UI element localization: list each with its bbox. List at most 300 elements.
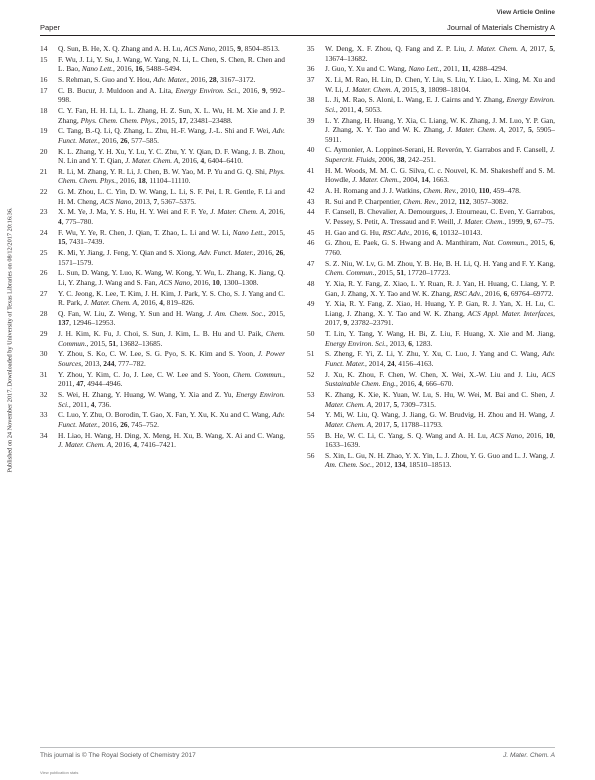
volume-number: 6 — [408, 338, 412, 348]
section-label: Paper — [40, 23, 61, 32]
reference-text: , 666–670. — [421, 379, 454, 389]
volume-number: 7 — [153, 196, 158, 206]
reference-text: , 2011, — [58, 369, 285, 389]
reference-text: , 4156–4163. — [394, 358, 434, 368]
reference-text: Y. C. Jeong, K. Lee, T. Kim, J. H. Kim, J. Park, Y. S. Cho, S. J. Yang and C. R. Park, — [58, 288, 285, 308]
journal-title: J. Mater. Chem. A — [468, 44, 526, 53]
journal-title: Nat. Commun. — [482, 238, 527, 248]
journal-title: Chem. Rev. — [423, 185, 457, 195]
reference-text: Y. Xia, R. Y. Fang, Z. Xiao, L. Y. Ruan, R. J. Yan, H. Huang, C. Liang, Y. P. Gan, J. Zhang, X. Y. Tao and W. K. Zhang, — [325, 279, 555, 298]
volume-number: 4 — [133, 440, 138, 450]
volume-number: 18 — [138, 176, 146, 186]
volume-number: 26 — [275, 248, 284, 257]
reference-text: , 2011, — [335, 104, 358, 114]
reference-text: , 7416–7421. — [137, 440, 176, 450]
reference-item — [307, 197, 555, 207]
reference-text: , 2017, — [503, 125, 529, 135]
reference-item — [40, 106, 285, 125]
references-left-column — [40, 44, 285, 451]
reference-item — [307, 228, 555, 238]
volume-number: 11 — [461, 64, 469, 74]
reference-number: 37 — [307, 75, 315, 85]
reference-text: , 1663. — [428, 175, 450, 185]
reference-number: 32 — [40, 389, 48, 399]
reference-text: , 2012, — [372, 460, 395, 470]
reference-text: , 18098–18104. — [424, 84, 471, 94]
reference-text: , 819–826. — [162, 298, 195, 308]
journal-title: Chem. Commun. — [232, 369, 284, 379]
journal-title: Energy Environ. Sci. — [175, 85, 239, 95]
reference-text: , 242–251. — [404, 154, 436, 164]
reference-text: Y. Zhou, S. Ko, C. W. Lee, S. G. Pyo, S. K. Kim and S. Yoon, — [58, 349, 258, 359]
reference-text: , 2016, — [190, 277, 213, 287]
reference-text: , 2016, — [187, 75, 210, 85]
reference-text: S. Zheng, F. Yi, Z. Li, Y. Zhu, Y. Xu, C. Luo, J. Yang and C. Wang, — [325, 349, 543, 359]
journal-title: ACS Sustainable Chem. Eng. — [325, 369, 555, 389]
volume-number: 15 — [58, 237, 66, 247]
reference-item — [307, 349, 555, 368]
reference-number: 34 — [40, 430, 48, 440]
reference-number: 46 — [307, 238, 315, 248]
reference-text: S. Wei, H. Zhang, Y. Huang, W. Wang, Y. Xia and Z. Yu, — [58, 389, 236, 399]
reference-text: , 7760. — [325, 238, 555, 257]
journal-title: Adv. Funct. Mater. — [198, 248, 254, 257]
reference-text: , 2015, — [156, 115, 179, 125]
reference-text: , 777–782. — [114, 358, 146, 368]
side-note-text: Published on 24 November 2017. Downloaded by University of Texas Libraries on 08/12/2017 20:16:36. — [6, 207, 14, 473]
reference-text: S. Xin, L. Gu, N. H. Zhao, Y. X. Yin, L. J. Zhou, Y. G. Guo and L. J. Wang, — [325, 450, 550, 460]
journal-name: Journal of Materials Chemistry A — [447, 23, 555, 32]
volume-number: 4 — [159, 298, 163, 308]
reference-text: , 12946–12953. — [69, 318, 116, 328]
reference-text: , 11788–11793. — [397, 419, 443, 429]
reference-text: L. Sun, D. Wang, Y. Luo, K. Wang, W. Kong, Y. Wu, L. Zhang, K. Jiang, Q. Li, Y. Zhang, J. Wang and S. Fan, — [58, 268, 285, 287]
reference-text: , 2004, — [399, 175, 422, 185]
reference-text: , 2013, — [131, 196, 154, 206]
reference-text: L. Ji, M. Rao, S. Aloni, L. Wang, E. J. Cairns and Y. Zhang, — [325, 95, 507, 105]
reference-item — [307, 431, 555, 450]
reference-text: X. Li, M. Rao, H. Lin, D. Chen, Y. Liu, S. Liu, Y. Liao, L. Xing, M. Xu and W. Li, — [325, 75, 555, 94]
reference-number: 52 — [307, 369, 315, 379]
reference-text: C. Aymonier, A. Loppinet-Serani, H. Reverón, Y. Garrabos and F. Cansell, — [325, 145, 550, 155]
reference-text: , 1300–1308. — [219, 277, 259, 287]
reference-item — [40, 268, 285, 287]
reference-text: , 1283. — [411, 338, 433, 348]
volume-number: 38 — [397, 154, 405, 164]
reference-text: , 11104–11110. — [145, 176, 191, 186]
reference-text: , 23481–23488. — [186, 115, 233, 125]
copyright-text: This journal is © The Royal Society of Chemistry 2017 — [40, 752, 196, 759]
reference-text: , 2016, — [116, 176, 139, 186]
reference-text: , 17720–17723. — [404, 268, 451, 278]
journal-title: J. Mater. Chem. — [352, 175, 400, 185]
journal-title: Nano Lett. — [81, 64, 114, 74]
reference-text: , 10132–10143. — [436, 227, 483, 237]
reference-number: 43 — [307, 196, 315, 206]
reference-text: , 2016, — [264, 207, 285, 217]
reference-text: J. Xu, K. Zhou, F. Chen, W. Chen, X. Wei, X.-W. Liu and J. Liu, — [325, 369, 542, 379]
journal-title: Chem. Commun. — [58, 329, 285, 348]
reference-item — [40, 410, 285, 429]
reference-text: F. Wu, Y. Ye, R. Chen, J. Qian, T. Zhao, L. Li and W. Li, — [58, 227, 233, 237]
reference-item — [307, 259, 555, 278]
reference-number: 30 — [40, 349, 48, 359]
journal-title: J. Mater. Chem. A — [210, 207, 265, 217]
reference-text: R. Li, M. Zhang, Y. R. Li, J. Chen, B. W. Yao, M. P. Yu and G. Q. Shi, — [58, 166, 269, 176]
reference-text: F. Wu, J. Li, Y. Su, J. Wang, W. Yang, N. Li, L. Chen, S. Chen, R. Chen and L. Bao, — [58, 54, 285, 74]
reference-text: W. Deng, X. F. Zhou, Q. Fang and Z. P. Liu, — [325, 44, 469, 53]
journal-title: J. Am. Chem. Soc. — [325, 450, 555, 470]
volume-number: 244 — [103, 358, 115, 368]
reference-number: 24 — [40, 227, 48, 237]
reference-item — [307, 279, 555, 298]
reference-item — [307, 145, 555, 164]
reference-item — [40, 75, 285, 85]
reference-text: , 2015, — [86, 338, 109, 348]
reference-number: 39 — [307, 115, 315, 125]
reference-text: G. Zhou, E. Paek, G. S. Hwang and A. Manthiram, — [325, 238, 483, 248]
volume-number: 26 — [120, 419, 128, 429]
reference-text: , 2016, — [410, 227, 433, 237]
reference-text: Q. Fan, W. Liu, Z. Weng, Y. Sun and H. Wang, — [58, 308, 208, 318]
reference-item — [40, 147, 285, 166]
reference-text: L. Y. Zhang, H. Huang, Y. Xia, C. Liang, W. K. Zhang, J. M. Luo, Y. P. Gan, J. Zhang, X. Y. Tao and W. K. Zhang, — [325, 115, 555, 135]
reference-text: T. Lin, Y. Tang, Y. Wang, H. Bi, Z. Liu, F. Huang, X. Xie and M. Jiang, — [325, 329, 555, 339]
reference-text: , 2016, — [253, 248, 276, 257]
reference-text: , 2013, — [386, 338, 409, 348]
reference-text: , 2015, — [374, 268, 397, 278]
reference-text: , 2016, — [113, 64, 136, 74]
volume-number: 4 — [90, 399, 95, 409]
volume-number: 26 — [120, 135, 128, 145]
reference-text: , 1633–1639. — [325, 430, 555, 450]
volume-number: 5 — [549, 44, 554, 53]
reference-number: 55 — [307, 430, 315, 440]
reference-text: , 577–585. — [127, 135, 160, 145]
journal-title: Adv. Mater. — [153, 75, 187, 85]
reference-item — [307, 207, 555, 226]
reference-number: 25 — [40, 248, 48, 257]
reference-text: , 2017, — [371, 399, 394, 409]
volume-number: 134 — [394, 460, 406, 470]
reference-text: F. Cansell, B. Chevalier, A. Demourgues, J. Etourneau, C. Even, Y. Garrabos, V. Pessey, S. Petit, A. Tressaud and F. Weill, — [325, 207, 555, 226]
reference-text: Y. Zhou, Y. Kim, C. Jo, J. Lee, C. W. Lee and S. Yoon, — [58, 369, 233, 379]
journal-title: J. Mater. Chem. A — [58, 440, 112, 450]
volume-number: 14 — [421, 175, 429, 185]
reference-text: , 5905–5911. — [325, 125, 556, 144]
reference-item — [307, 329, 555, 348]
reference-number: 22 — [40, 187, 48, 197]
reference-text: , 2016, — [481, 288, 504, 298]
reference-number: 36 — [307, 64, 315, 74]
reference-text: H. Liao, H. Wang, H. Ding, X. Meng, H. Xu, B. Wang, X. Ai and C. Wang, — [58, 430, 285, 440]
journal-title: J. Mater. Chem. A — [125, 156, 179, 166]
volume-number: 28 — [209, 75, 217, 85]
reference-item — [307, 390, 555, 409]
reference-item — [40, 55, 285, 74]
reference-item — [40, 309, 285, 328]
reference-number: 19 — [40, 126, 48, 136]
journal-title: Adv. Funct. Mater. — [58, 410, 285, 429]
volume-number: 4 — [58, 216, 62, 226]
journal-title: ACS Nano — [159, 277, 191, 287]
volume-number: 9 — [262, 85, 266, 95]
reference-number: 56 — [307, 450, 315, 460]
reference-item — [40, 390, 285, 409]
reference-text: , 2016, — [98, 419, 121, 429]
reference-number: 41 — [307, 165, 315, 175]
volume-number: 51 — [396, 268, 405, 278]
reference-text: J. H. Kim, K. Fu, J. Choi, S. Sun, J. Kim, L. B. Hu and U. Paik, — [58, 329, 266, 339]
volume-number: 112 — [458, 196, 470, 206]
journal-title: ACS Appl. Mater. Interfaces — [467, 308, 554, 318]
reference-number: 15 — [40, 54, 48, 64]
journal-title: J. Mater. Chem. A — [325, 389, 555, 409]
reference-text: C. Tang, B.-Q. Li, Q. Zhang, L. Zhu, H.-F. Wang, J.-L. Shi and F. Wei, — [58, 126, 273, 136]
reference-text: , 5053. — [361, 104, 382, 114]
journal-title: ACS Nano — [490, 430, 523, 440]
journal-title: ACS Nano — [184, 44, 216, 53]
reference-text: , 2016, — [238, 85, 262, 95]
reference-text: , 13682–13685. — [116, 338, 163, 348]
reference-text: , 6404–6410. — [204, 156, 243, 166]
reference-text: , 2016, — [178, 156, 201, 166]
volume-number: 4 — [357, 104, 362, 114]
reference-text: , 8504–8513. — [240, 44, 280, 53]
reference-item — [307, 299, 555, 328]
reference-number: 49 — [307, 299, 315, 309]
volume-number: 9 — [526, 216, 531, 226]
reference-item — [307, 370, 555, 389]
reference-text: , 7309–7315. — [397, 399, 436, 409]
reference-number: 40 — [307, 145, 315, 155]
view-article-online-link[interactable]: View Article Online — [496, 9, 555, 16]
reference-item — [307, 95, 555, 114]
reference-item — [307, 238, 555, 257]
reference-item — [40, 431, 285, 450]
reference-text: C. B. Bucur, J. Muldoon and A. Lita, — [58, 85, 176, 95]
reference-item — [40, 44, 285, 54]
reference-number: 42 — [307, 185, 315, 195]
reference-item — [40, 349, 285, 368]
reference-item — [40, 207, 285, 226]
reference-text: , 2006, — [374, 154, 397, 164]
volume-number: 137 — [58, 318, 70, 328]
journal-title: Adv. Funct. Mater. — [58, 126, 285, 145]
header-divider — [40, 35, 555, 36]
reference-item — [40, 187, 285, 206]
reference-text: A. H. Romang and J. J. Watkins, — [325, 185, 424, 195]
reference-number: 51 — [307, 349, 315, 359]
view-publication-stats-link[interactable]: View publication stats — [40, 770, 79, 775]
reference-text: J. Guo, Y. Xu and C. Wang, — [325, 64, 409, 74]
volume-number: 6 — [432, 227, 437, 237]
journal-title: Phys. Chem. Chem. Phys. — [58, 166, 285, 186]
journal-title: J. Mater. Chem. A — [447, 125, 504, 135]
journal-title: J. Am. Chem. Soc. — [207, 308, 264, 318]
reference-text: G. M. Zhou, L. C. Yin, D. W. Wang, L. Li, S. F. Pei, I. R. Gentle, F. Li and H. M. Cheng, — [58, 187, 285, 206]
reference-number: 28 — [40, 308, 48, 318]
reference-text: , 2016, — [98, 135, 121, 145]
reference-item — [40, 248, 285, 267]
volume-number: 5 — [393, 419, 398, 429]
journal-title: Energy Environ. Sci. — [58, 389, 285, 409]
reference-text: Y. Xia, R. Y. Fang, Z. Xiao, H. Huang, Y. P. Gan, R. J. Yan, X. H. Lu, C. Liang, J. Zhang, X. Y. Tao and W. K. Zhang, — [325, 299, 555, 318]
reference-number: 29 — [40, 329, 48, 339]
footer-divider — [40, 747, 555, 748]
reference-text: , 2010, — [456, 185, 479, 195]
reference-text: , 2011, — [439, 64, 462, 74]
reference-text: Q. Sun, B. He, X. Q. Zhang and A. H. Lu, — [58, 44, 185, 53]
reference-item — [307, 75, 555, 94]
reference-text: C. Luo, Y. Zhu, O. Borodin, T. Gao, X. Fan, Y. Xu, K. Xu and C. Wang, — [58, 410, 273, 420]
journal-title: J. Mater. Chem. — [457, 216, 505, 226]
reference-text: K. L. Zhang, Y. H. Xu, Y. Lu, Y. C. Zhu, Y. Y. Qian, D. F. Wang, J. B. Zhou, N. Lin and Y. T. Qian, — [58, 146, 285, 166]
journal-title: Energy Environ. Sci. — [325, 338, 387, 348]
journal-title: Chem. Commun. — [325, 268, 375, 278]
publication-side-note — [4, 130, 16, 550]
reference-text: C. Y. Fan, H. H. Li, L. L. Zhang, H. Z. Sun, X. L. Wu, H. M. Xie and J. P. Zhang, — [58, 106, 285, 125]
reference-text: , 2017, — [525, 44, 550, 53]
reference-text: , 775–780. — [61, 216, 94, 226]
reference-item — [307, 410, 555, 429]
reference-number: 35 — [307, 44, 315, 53]
reference-text: K. Mi, Y. Jiang, J. Feng, Y. Qian and S. Xiong, — [58, 248, 199, 257]
reference-text: , 3057–3082. — [469, 196, 509, 206]
journal-title: ACS Nano — [100, 196, 132, 206]
reference-number: 27 — [40, 288, 48, 298]
reference-number: 45 — [307, 227, 315, 237]
reference-text: S. Z. Niu, W. Lv, G. M. Zhou, Y. B. He, B. H. Li, Q. H. Yang and F. Y. Kang, — [325, 258, 555, 268]
reference-item — [40, 289, 285, 308]
reference-text: , 2015, — [398, 84, 421, 94]
volume-number: 4 — [200, 156, 205, 166]
reference-item — [307, 451, 555, 470]
reference-number: 54 — [307, 410, 315, 420]
volume-number: 24 — [387, 358, 395, 368]
reference-number: 20 — [40, 146, 48, 156]
journal-title: Adv. Funct. Mater. — [325, 349, 555, 368]
reference-text: , 2015, — [526, 238, 550, 248]
reference-text: , 2016, — [522, 430, 546, 440]
reference-text: , 992–998. — [58, 85, 285, 105]
reference-text: X. M. Ye, J. Ma, Y. S. Hu, H. Y. Wei and F. F. Ye, — [58, 207, 211, 217]
reference-number: 23 — [40, 207, 48, 217]
reference-number: 38 — [307, 95, 315, 105]
volume-number: 4 — [418, 379, 422, 389]
reference-text: B. He, W. C. Li, C. Yang, S. Q. Wang and A. H. Lu, — [325, 430, 491, 440]
reference-text: , 2015, — [264, 227, 285, 237]
volume-number: 51 — [108, 338, 117, 348]
reference-text: H. M. Woods, M. M. C. G. Silva, C. c. Nouvel, K. M. Shakesheff and S. M. Howdle, — [325, 165, 555, 185]
volume-number: 17 — [178, 115, 187, 125]
volume-number: 10 — [545, 430, 554, 440]
reference-text: , 736. — [94, 399, 112, 409]
volume-number: 9 — [237, 44, 241, 53]
reference-text: , 2015, — [215, 44, 238, 53]
reference-number: 33 — [40, 410, 48, 420]
volume-number: 110 — [478, 185, 490, 195]
reference-text: , 4288–4294. — [468, 64, 508, 74]
journal-title: J. Supercrit. Fluids — [325, 145, 555, 164]
reference-number: 31 — [40, 369, 48, 379]
reference-text: H. Gao and G. Hu, — [325, 227, 383, 237]
volume-number: 9 — [343, 318, 348, 328]
journal-title: Nano Lett. — [232, 227, 265, 237]
reference-text: , 23782–23791. — [347, 318, 394, 328]
journal-title: J. Mater. Chem. A — [325, 410, 555, 429]
reference-number: 17 — [40, 85, 48, 95]
reference-item — [40, 228, 285, 247]
reference-text: , 2013, — [81, 358, 104, 368]
journal-title: RSC Adv. — [453, 288, 482, 298]
reference-number: 50 — [307, 329, 315, 339]
volume-number: 6 — [503, 288, 508, 298]
journal-title: J. Mater. Chem. A — [345, 84, 399, 94]
journal-title: RSC Adv. — [382, 227, 411, 237]
journal-title: Energy Environ. Sci. — [325, 95, 555, 114]
reference-text: , 745–752. — [127, 419, 160, 429]
reference-text: , 5367–5375. — [157, 196, 196, 206]
reference-item — [307, 186, 555, 196]
reference-text: , 1999, — [504, 216, 527, 226]
journal-abbreviation: J. Mater. Chem. A — [503, 752, 555, 759]
volume-number: 10 — [212, 277, 220, 287]
reference-number: 47 — [307, 258, 315, 268]
reference-text: , 69764–69772. — [507, 288, 554, 298]
reference-item — [307, 116, 555, 145]
volume-number: 16 — [135, 64, 143, 74]
references-right-column — [307, 44, 555, 471]
reference-text: , 3167–3172. — [216, 75, 256, 85]
reference-text: K. Zhang, K. Xie, K. Yuan, W. Lu, S. Hu, W. Wei, M. Bai and C. Shen, — [325, 389, 550, 399]
reference-text: , 7431–7439. — [65, 237, 105, 247]
reference-item — [307, 166, 555, 185]
reference-number: 18 — [40, 106, 48, 116]
reference-number: 16 — [40, 75, 48, 85]
reference-text: , 18510–18513. — [405, 460, 452, 470]
reference-item — [40, 329, 285, 348]
reference-number: 48 — [307, 279, 315, 289]
reference-item — [40, 167, 285, 186]
reference-number: 26 — [40, 268, 48, 278]
reference-text: , 2015, — [263, 308, 285, 318]
reference-text: , 459–478. — [489, 185, 521, 195]
reference-item — [40, 86, 285, 105]
reference-text: , 2017, — [325, 308, 556, 328]
reference-text: , 2014, — [365, 358, 388, 368]
reference-text: , 2012, — [436, 196, 459, 206]
journal-title: J. Mater. Chem. A — [83, 298, 138, 308]
reference-number: 53 — [307, 389, 315, 399]
reference-item — [40, 126, 285, 145]
reference-number: 44 — [307, 207, 315, 217]
volume-number: 5 — [528, 125, 532, 135]
reference-text: Y. Mi, W. Liu, Q. Wang, J. Jiang, G. W. Brudvig, H. Zhou and H. Wang, — [325, 410, 550, 420]
journal-title: Phys. Chem. Chem. Phys. — [80, 115, 157, 125]
reference-text: , 2016, — [111, 440, 134, 450]
journal-title: J. Power Sources — [58, 349, 285, 368]
reference-text: S. Rehman, S. Guo and Y. Hou, — [58, 75, 154, 85]
reference-text: , 13674–13682. — [325, 44, 556, 63]
reference-number: 21 — [40, 166, 48, 176]
reference-text: , 67–75. — [530, 216, 555, 226]
reference-text: , 2017, — [371, 419, 394, 429]
reference-text: , 5488–5494. — [142, 64, 182, 74]
reference-text: R. Sui and P. Charpentier, — [325, 196, 404, 206]
volume-number: 5 — [393, 399, 398, 409]
reference-text: , 2016, — [137, 298, 160, 308]
